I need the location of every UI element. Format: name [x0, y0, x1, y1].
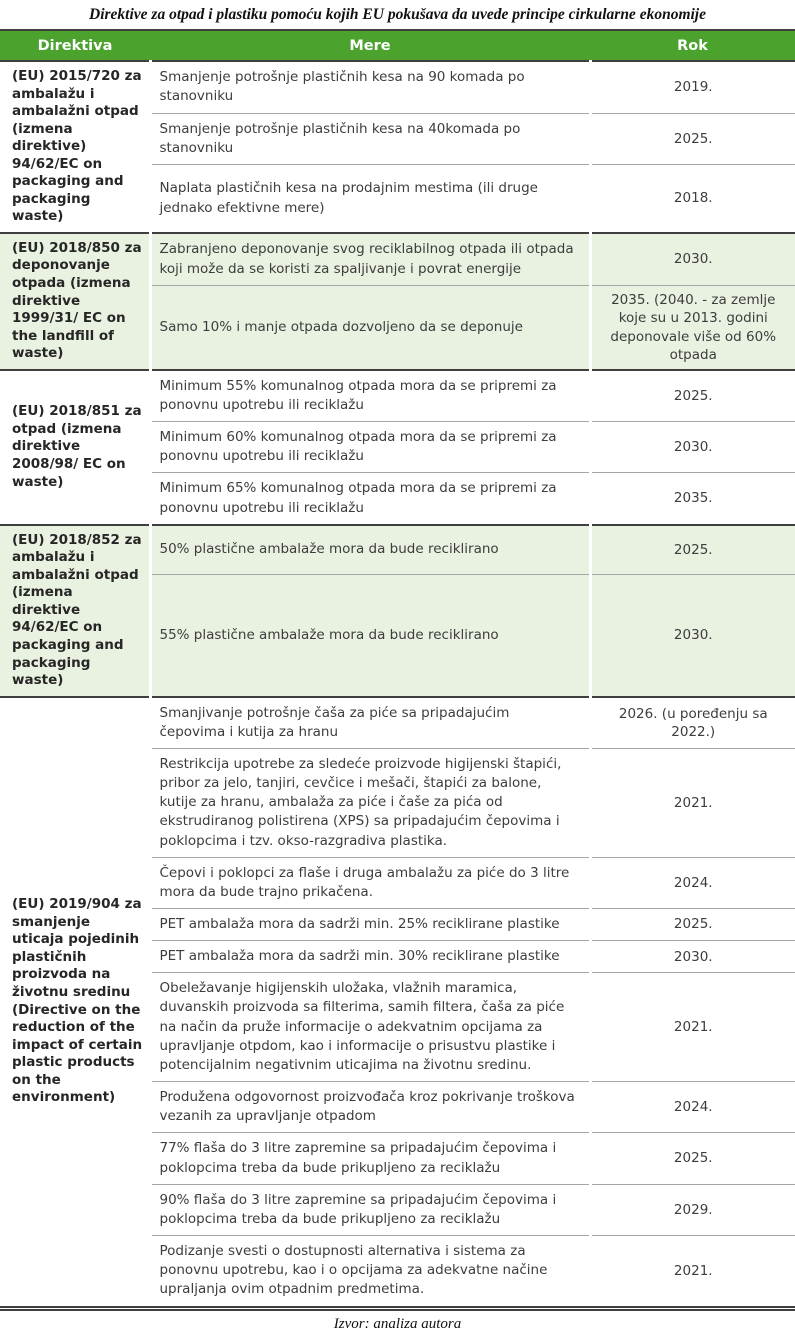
rok-cell: 2025. — [590, 525, 795, 575]
rok-cell: 2021. — [590, 973, 795, 1082]
mere-cell: Minimum 60% komunalnog otpada mora da se pripremi za ponovnu upotrebu ili reciklažu — [150, 422, 590, 473]
mere-cell: Minimum 65% komunalnog otpada mora da se pripremi za ponovnu upotrebu ili reciklažu — [150, 473, 590, 525]
rok-cell: 2021. — [590, 748, 795, 857]
rok-cell: 2030. — [590, 422, 795, 473]
source-caption: Izvor: analiza autora — [333, 1315, 462, 1332]
table-row — [0, 61, 795, 113]
rok-cell: 2030. — [590, 233, 795, 286]
directives-table — [0, 29, 795, 1311]
directive-cell: (EU) 2018/851 za otpad (izmena direktive 2008/98/ EC on waste) — [0, 370, 150, 525]
mere-cell: Obeležavanje higijenskih uložaka, vlažnih maramica, duvanskih proizvoda sa filterima, samih filtera, čaša za piće na način da pruže informacije o adekvatnim opcijama za upravljanje otpdom, kao i informacije o prisustvu plastike i potencijalnim negativnim uticajima na životnu sredinu. — [150, 973, 590, 1082]
mere-cell: Smanjenje potrošnje plastičnih kesa na 40komada po stanovniku — [150, 113, 590, 165]
column-header-direktiva: Direktiva — [0, 30, 150, 61]
rok-cell: 2019. — [590, 61, 795, 113]
mere-cell: 90% flaša do 3 litre zapremine sa pripadajućim čepovima i poklopcima treba da bude prikupljeno za reciklažu — [150, 1184, 590, 1235]
rok-cell: 2021. — [590, 1236, 795, 1308]
mere-cell: 77% flaša do 3 litre zapremine sa pripadajućim čepovima i poklopcima treba da bude prikupljeno za reciklažu — [150, 1133, 590, 1184]
mere-cell: Minimum 55% komunalnog otpada mora da se pripremi za ponovnu upotrebu ili reciklažu — [150, 370, 590, 422]
mere-cell: 50% plastične ambalaže mora da bude reciklirano — [150, 525, 590, 575]
mere-cell: Samo 10% i manje otpada dozvoljeno da se deponuje — [150, 286, 590, 370]
rok-cell: 2030. — [590, 941, 795, 973]
mere-cell: Produžena odgovornost proizvođača kroz pokrivanje troškova vezanih za upravljanje otpadom — [150, 1082, 590, 1133]
rok-cell: 2029. — [590, 1184, 795, 1235]
header-row — [0, 30, 795, 61]
rok-cell: 2030. — [590, 575, 795, 697]
mere-cell: 55% plastične ambalaže mora da bude reciklirano — [150, 575, 590, 697]
rok-cell: 2026. (u poređenju sa 2022.) — [590, 697, 795, 749]
mere-cell: PET ambalaža mora da sadrži min. 25% reciklirane plastike — [150, 909, 590, 941]
rok-cell: 2035. — [590, 473, 795, 525]
rok-cell: 2025. — [590, 113, 795, 165]
rok-cell: 2025. — [590, 1133, 795, 1184]
rok-cell: 2025. — [590, 909, 795, 941]
column-header-rok: Rok — [590, 30, 795, 61]
mere-cell: Podizanje svesti o dostupnosti alternativa i sistema za ponovnu upotrebu, kao i o opcijama za adekvatne načine upraljanja ovim otpadnim predmetima. — [150, 1236, 590, 1308]
rok-cell: 2024. — [590, 857, 795, 908]
directive-cell: (EU) 2015/720 za ambalažu i ambalažni otpad (izmena direktive) 94/62/EC on packaging and packaging waste) — [0, 61, 150, 233]
mere-cell: Restrikcija upotrebe za sledeće proizvode higijenski štapići, pribor za jelo, tanjiri, cevčice i mešači, štapići za balone, kutije za hranu, ambalaža za piće i čaše za pića od ekstrudiranog polistirena (XPS) sa pripadajućim čepovima i poklopcima i tzv. okso-razgradiva plastika. — [150, 748, 590, 857]
mere-cell: Smanjivanje potrošnje čaša za piće sa pripadajućim čepovima i kutija za hranu — [150, 697, 590, 749]
directive-cell: (EU) 2018/850 za deponovanje otpada (izmena direktive 1999/31/ EC on the landfill of waste) — [0, 233, 150, 370]
table-row — [0, 525, 795, 575]
column-header-mere: Mere — [150, 30, 590, 61]
rok-cell: 2025. — [590, 370, 795, 422]
rok-cell: 2024. — [590, 1082, 795, 1133]
mere-cell: Smanjenje potrošnje plastičnih kesa na 90 komada po stanovniku — [150, 61, 590, 113]
table-row — [0, 233, 795, 286]
table-row — [0, 370, 795, 422]
directive-cell: (EU) 2019/904 za smanjenje uticaja pojedinih plastičnih proizvoda na životnu sredinu (Directive on the reduction of the impact of certain plastic products on the environment) — [0, 697, 150, 1308]
directive-cell: (EU) 2018/852 za ambalažu i ambalažni otpad (izmena direktive 94/62/EC on packaging and packaging waste) — [0, 525, 150, 697]
table-title: Direktive za otpad i plastiku pomoću kojih EU pokušava da uvede principe cirkularne ekonomije — [89, 6, 706, 23]
rok-cell: 2018. — [590, 165, 795, 233]
mere-cell: Zabranjeno deponovanje svog reciklabilnog otpada ili otpada koji može da se koristi za spaljivanje i povrat energije — [150, 233, 590, 286]
mere-cell: Naplata plastičnih kesa na prodajnim mestima (ili druge jednako efektivne mere) — [150, 165, 590, 233]
mere-cell: PET ambalaža mora da sadrži min. 30% reciklirane plastike — [150, 941, 590, 973]
rok-cell: 2035. (2040. - za zemlje koje su u 2013. godini deponovale više od 60% otpada — [590, 286, 795, 370]
mere-cell: Čepovi i poklopci za flaše i druga ambalažu za piće do 3 litre mora da bude trajno prikačena. — [150, 857, 590, 908]
table-row — [0, 697, 795, 749]
